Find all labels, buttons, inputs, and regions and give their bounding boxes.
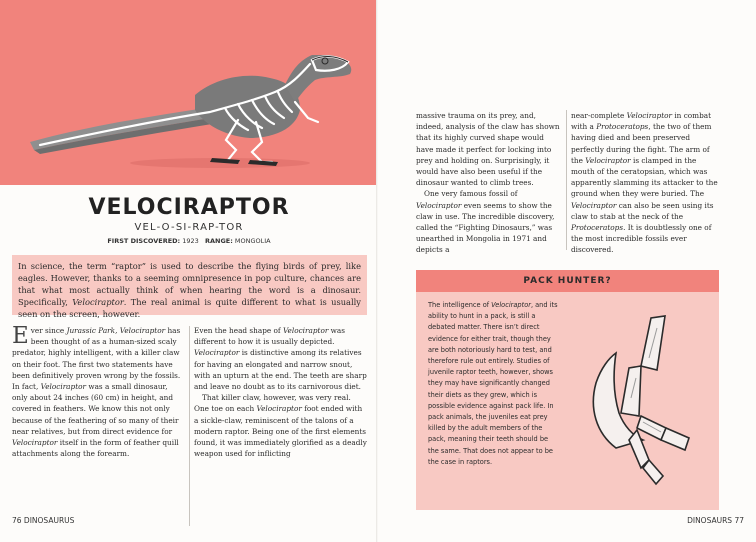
col2-text: was different to how it is usually depicted. bbox=[194, 326, 345, 347]
col3-italic: Velociraptor bbox=[416, 200, 462, 210]
col1-italic: Jurassic Park, Velociraptor bbox=[66, 326, 166, 335]
intro-panel bbox=[12, 255, 367, 319]
col3-text: even seems to show the claw in use. The incredible discovery, called the “Fighting Dinosaurs,” was unearthed in Mongolia in 1971 and depicts a bbox=[416, 200, 555, 255]
claw-illustration bbox=[561, 298, 711, 498]
col2-italic: Velociraptor bbox=[194, 348, 240, 358]
col4-text: near-complete bbox=[571, 111, 627, 120]
col1-text: ver since bbox=[30, 326, 67, 335]
col4-text: in combat with a bbox=[571, 111, 712, 132]
intro-text-end: . The real animal is quite different to what is usually seen on the screen, however. bbox=[18, 297, 361, 319]
first-discovered-label: FIRST DISCOVERED: bbox=[107, 237, 181, 245]
col1-text: has been thought of as a human-sized scaly predator, highly intelligent, with a killer claw on their foot. The first two statements have been definitively proven wrong by the fossils. In fact, bbox=[12, 326, 181, 392]
col1-italic: Velociraptor bbox=[40, 382, 87, 392]
col4-italic: Velociraptor bbox=[585, 155, 631, 165]
col1-text: itself in the form of feather quill attachments along the forearm. bbox=[12, 438, 179, 459]
col4-italic: Velociraptor bbox=[626, 111, 673, 120]
col1-italic: Velociraptor bbox=[12, 438, 58, 448]
column-divider bbox=[189, 326, 190, 526]
col2-text: is distinctive among its relatives for having an elongated and narrow snout, with an upturn at the end. The teeth are sharp and leave no doubt as to its carnivorous diet. bbox=[194, 348, 367, 392]
col2-text: That killer claw, however, was very real. One toe on each bbox=[194, 393, 351, 414]
column-2 bbox=[194, 325, 368, 459]
column-4 bbox=[571, 110, 719, 256]
sidebar-text-part: , and its ability to hunt in a pack, is still a debated matter. There isn’t direct evidence for either trait, though they are both notoriously hard to test, and therefore rule out entirely. Studies of juvenile raptor teeth, however, shows they may have significantly changed their diets as they grew, which is possible evidence against pack life. In pack animals, the juveniles eat prey killed by the adult members of the pack, meaning their teeth should be the same. That does not appear to be the case in raptors. bbox=[428, 301, 558, 466]
drop-cap: E bbox=[12, 323, 29, 349]
velociraptor-illustration bbox=[0, 0, 378, 185]
col4-italic: Protoceratops bbox=[571, 223, 624, 233]
range-label: RANGE: bbox=[204, 237, 233, 245]
footer-left: 76 DINOSAURUS bbox=[12, 516, 75, 525]
col2-text: Even the head shape of bbox=[194, 326, 283, 335]
col1-text: was a small dinosaur, only about 24 inches (60 cm) in height, and covered in feathers. We know this not only because of the feathering of so many of their near relatives, but from direct evidence for bbox=[12, 382, 179, 436]
intro-italic: Velociraptor bbox=[72, 297, 124, 307]
range-value: MONGOLIA bbox=[234, 237, 271, 245]
intro-text: In science, the term “raptor” is used to describe the flying birds of prey, like eagles. However, thanks to a seeming omnipresence in pop culture, chances are that what most actually think of when hearing the word is a dinosaur. Specifically, bbox=[18, 261, 361, 307]
col4-text: . It is doubtlessly one of the most incredible fossils ever discovered. bbox=[571, 223, 712, 255]
col2-text: foot ended with a sickle-claw, reminiscent of the talons of a modern raptor. Being one of the first elements found, it was immediately glorified as a deadly weapon used for inflicting bbox=[194, 404, 367, 459]
col3-text: massive trauma on its prey, and, indeed, analysis of the claw has shown that its highly curved shape would have made it perfect for locking into prey and holding on. Surprisingly, it would have also been useful if the dinosaur wanted to climb trees. bbox=[416, 111, 560, 188]
col3-text: One very famous fossil of bbox=[424, 189, 518, 199]
col4-italic: Protoceratops bbox=[596, 122, 649, 132]
sidebar-heading: PACK HUNTER? bbox=[416, 270, 719, 292]
sidebar-text-part: The intelligence of bbox=[428, 301, 492, 309]
col4-text: is clamped in the mouth of the ceratopsian, which was apparently slamming its attacker to the ground when they were buried. The bbox=[571, 155, 718, 199]
col4-text: , the two of them having died and been preserved perfectly during the fight. The arm of the bbox=[571, 122, 712, 165]
column-3 bbox=[416, 110, 561, 256]
col2-italic: Velociraptor bbox=[282, 326, 329, 335]
discovery-meta bbox=[0, 237, 378, 245]
col4-text: can also be seen using its claw to stab at the neck of the bbox=[571, 200, 714, 221]
page-title: VELOCIRAPTOR bbox=[88, 195, 290, 220]
pack-hunter-sidebar bbox=[416, 270, 719, 510]
sidebar-text bbox=[428, 300, 558, 468]
column-1 bbox=[12, 325, 185, 459]
col4-italic: Velociraptor bbox=[571, 200, 617, 210]
sidebar-italic: Velociraptor bbox=[491, 301, 531, 309]
pronunciation: VEL-O-SI-RAP-TOR bbox=[134, 222, 244, 233]
column-divider bbox=[566, 110, 567, 250]
footer-right: DINOSAURS 77 bbox=[687, 516, 744, 525]
first-discovered-value: 1923 bbox=[182, 237, 199, 245]
col2-italic: Velociraptor bbox=[256, 404, 302, 414]
